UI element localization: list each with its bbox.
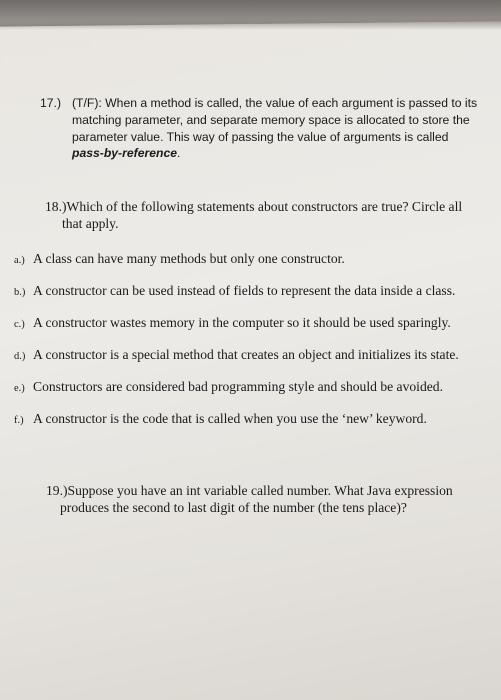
question-19-line-2: produces the second to last digit of the number (the tens place)? [60, 500, 407, 515]
option-d[interactable] [14, 347, 459, 363]
question-18-line-1: 18.)Which of the following statements about constructors are true? Circle all [45, 199, 463, 214]
question-17-number: 17.) [40, 96, 62, 110]
option-e-label: e.) [14, 383, 25, 394]
option-c[interactable] [14, 315, 451, 331]
option-c-label: c.) [14, 319, 25, 330]
option-f[interactable] [14, 411, 427, 427]
option-d-text: A constructor is a special method that creates an object and initializes its state. [33, 347, 459, 362]
question-19 [46, 482, 486, 516]
question-17-suffix: . [177, 146, 181, 161]
option-b[interactable] [14, 283, 455, 299]
option-e[interactable] [14, 379, 443, 395]
option-b-text: A constructor can be used instead of fields to represent the data inside a class. [33, 283, 456, 298]
option-f-text: A constructor is the code that is called when you use the ‘new’ keyword. [33, 411, 427, 426]
question-17-prefix: (T/F): When a method is called, the value of each argument is passed to its matching parameter, and separate memory space is allocated to store the parameter value. This way of passing the value of arguments is called [72, 96, 478, 144]
question-18 [45, 198, 485, 232]
question-18-line-2: that apply. [62, 216, 119, 231]
option-e-text: Constructors are considered bad programming style and should be avoided. [33, 379, 443, 394]
option-a-text: A class can have many methods but only one constructor. [33, 251, 345, 266]
option-b-label: b.) [14, 287, 26, 298]
option-a-label: a.) [14, 255, 25, 266]
option-a[interactable] [14, 251, 345, 267]
question-17 [40, 95, 480, 162]
option-f-label: f.) [14, 415, 24, 426]
option-c-text: A constructor wastes memory in the computer so it should be used sparingly. [33, 315, 451, 330]
question-17-text [72, 95, 480, 162]
question-19-line-1: 19.)Suppose you have an int variable called number. What Java expression [46, 483, 453, 498]
question-17-emphasis: pass-by-reference [72, 146, 177, 161]
option-d-label: d.) [14, 351, 26, 362]
